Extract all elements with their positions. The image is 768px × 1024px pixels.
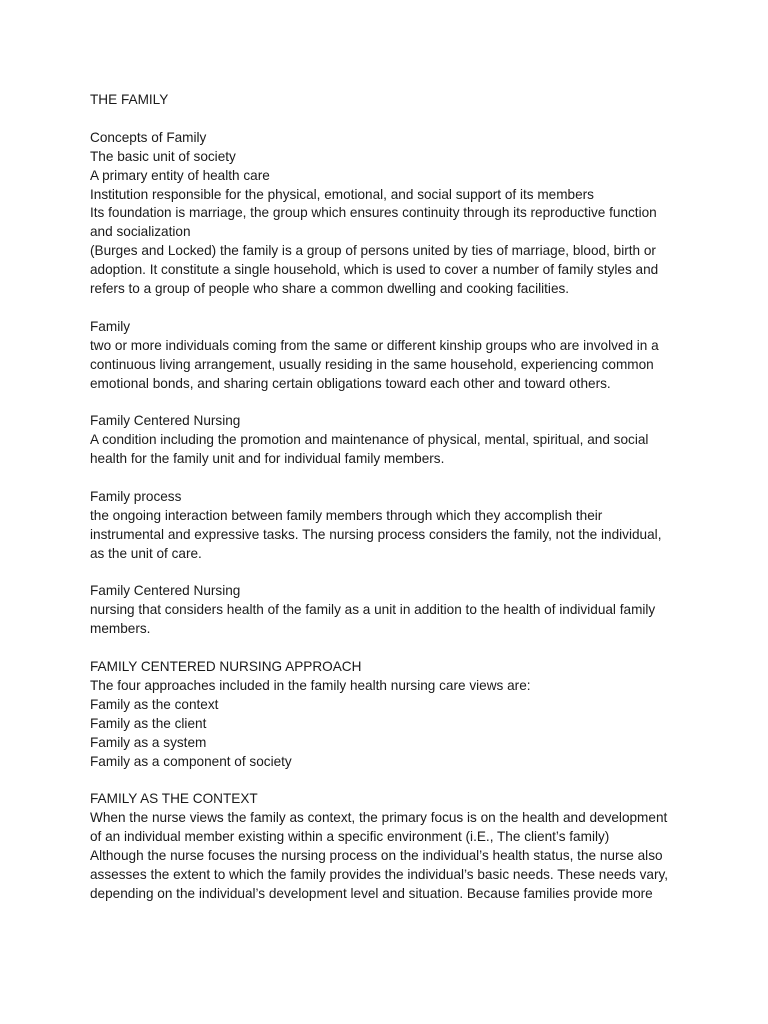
text-line: The four approaches included in the family health nursing care views are: (90, 678, 531, 693)
text-line: health for the family unit and for individual family members. (90, 451, 445, 467)
text-line: emotional bonds, and sharing certain obligations toward each other and toward others. (90, 375, 611, 391)
text-line: assesses the extent to which the family provides the individual’s basic needs. These needs vary, (90, 867, 669, 883)
document-section (90, 412, 678, 469)
text-line: Family as the context (90, 696, 219, 712)
section-heading: Concepts of Family (90, 129, 207, 145)
text-line: the ongoing interaction between family members through which they accomplish their (90, 507, 603, 523)
paragraph-gap (90, 564, 678, 583)
text-line: Its foundation is marriage, the group which ensures continuity through its reproductive function (90, 205, 657, 221)
text-line: A primary entity of health care (90, 167, 270, 183)
text-line: depending on the individual’s development level and situation. Because families provide more (90, 885, 653, 901)
text-line: as the unit of care. (90, 545, 202, 561)
document-section (90, 129, 678, 299)
document-section (90, 658, 678, 771)
text-line: members. (90, 621, 151, 637)
paragraph-gap (90, 469, 678, 488)
text-line: continuous living arrangement, usually residing in the same household, experiencing common (90, 356, 654, 372)
text-line: Family as a component of society (90, 753, 292, 769)
section-heading: Family (90, 318, 131, 334)
document-body (90, 129, 678, 904)
text-line: refers to a group of people who share a common dwelling and cooking facilities. (90, 281, 570, 297)
paragraph-gap (90, 393, 678, 412)
text-line: Institution responsible for the physical, emotional, and social support of its members (90, 186, 594, 202)
text-line: (Burges and Locked) the family is a group of persons united by ties of marriage, blood, birth or (90, 243, 656, 259)
document-title: THE FAMILY (90, 92, 169, 107)
text-line: A condition including the promotion and maintenance of physical, mental, spiritual, and social (90, 432, 649, 448)
text-line: When the nurse views the family as context, the primary focus is on the health and development (90, 810, 668, 826)
text-line: Family as the client (90, 715, 207, 731)
text-line: instrumental and expressive tasks. The nursing process considers the family, not the individual, (90, 526, 662, 542)
text-line: of an individual member existing within a specific environment (i.E., The client’s family) (90, 829, 610, 845)
text-line: two or more individuals coming from the same or different kinship groups who are involved in a (90, 337, 659, 353)
section-heading: FAMILY CENTERED NURSING APPROACH (90, 659, 362, 675)
paragraph-gap (90, 639, 678, 658)
section-heading: Family Centered Nursing (90, 413, 241, 429)
paragraph-gap (90, 110, 678, 129)
text-line: adoption. It constitute a single household, which is used to cover a number of family styles and (90, 262, 659, 278)
document-section (90, 488, 678, 564)
document-section (90, 318, 678, 394)
paragraph-gap (90, 299, 678, 318)
text-line: The basic unit of society (90, 148, 236, 164)
text-line: Family as a system (90, 734, 207, 750)
text-line: nursing that considers health of the family as a unit in addition to the health of individual family (90, 602, 656, 618)
section-heading: Family Centered Nursing (90, 583, 241, 599)
paragraph-gap (90, 772, 678, 791)
section-heading: Family process (90, 488, 182, 504)
document-section (90, 790, 678, 903)
text-line: Although the nurse focuses the nursing process on the individual’s health status, the nurse also (90, 848, 663, 864)
document-section (90, 582, 678, 639)
section-heading: FAMILY AS THE CONTEXT (90, 791, 258, 807)
text-line: and socialization (90, 224, 191, 240)
